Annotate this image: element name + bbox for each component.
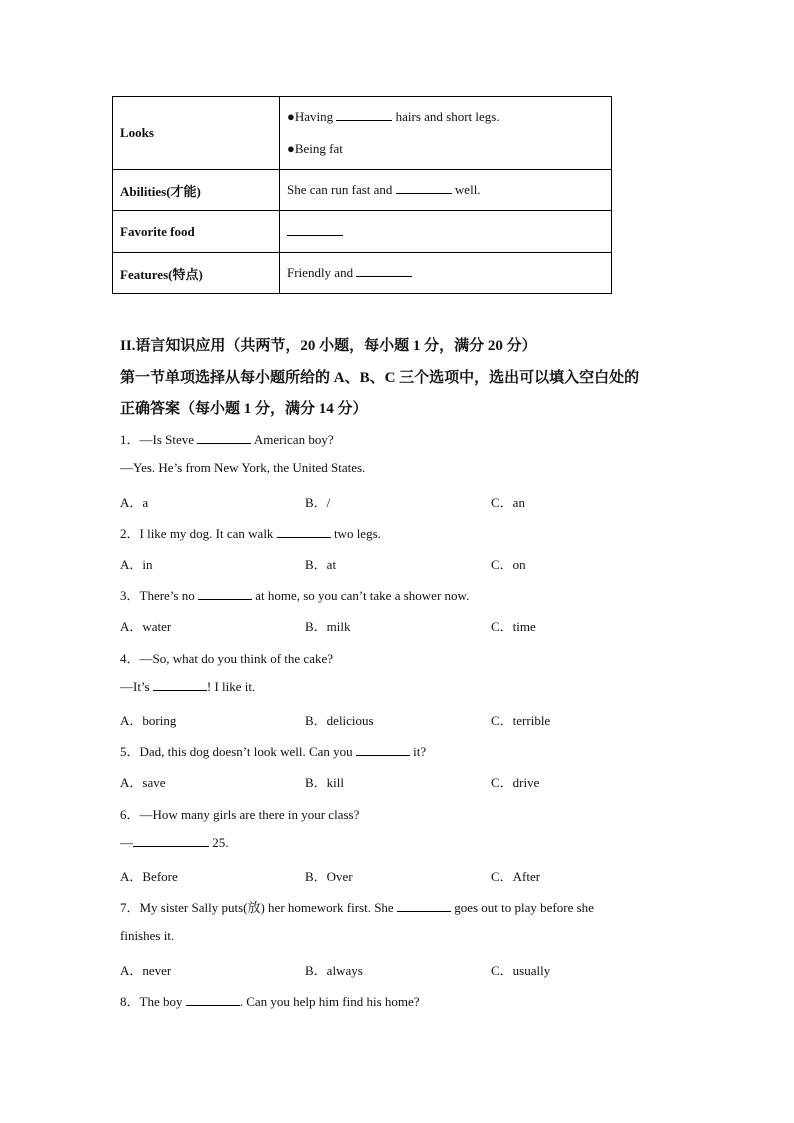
answer-blank[interactable]	[153, 679, 207, 691]
option-b[interactable]: B．kill	[305, 775, 345, 790]
option-a[interactable]: A．water	[120, 619, 172, 634]
option-c[interactable]: C．After	[491, 869, 541, 884]
option-c[interactable]: C．time	[491, 619, 536, 634]
answer-blank[interactable]	[277, 526, 331, 538]
section-title: II.语言知识应用（共两节，20 小题，每小题 1 分，满分 20 分）	[120, 338, 537, 354]
option-a[interactable]: A．in	[120, 557, 153, 572]
option-b[interactable]: B．/	[305, 495, 331, 510]
option-b[interactable]: B．Over	[305, 869, 353, 884]
option-b[interactable]: B．always	[305, 963, 363, 978]
question-1: 1．—Is Steve American boy?	[120, 432, 334, 447]
answer-blank[interactable]	[198, 588, 252, 600]
question-4: 4．—So, what do you think of the cake?	[120, 651, 334, 666]
question-reply: —Yes. He’s from New York, the United States.	[120, 460, 366, 475]
option-c[interactable]: C．terrible	[491, 713, 551, 728]
answer-blank[interactable]	[356, 744, 410, 756]
food-label: Favorite food	[113, 211, 280, 253]
table-row	[113, 97, 612, 170]
option-b[interactable]: B．milk	[305, 619, 351, 634]
option-b[interactable]: B．at	[305, 557, 337, 572]
option-c[interactable]: C．on	[491, 557, 526, 572]
table-row	[113, 170, 612, 211]
info-table	[112, 96, 612, 294]
answer-blank[interactable]	[186, 994, 240, 1006]
question-3: 3．There’s no at home, so you can’t take a shower now.	[120, 588, 470, 603]
abilities-label: Abilities(才能)	[113, 170, 280, 211]
features-label: Features(特点)	[113, 253, 280, 294]
question-reply: —It’s ! I like it.	[120, 679, 256, 694]
question-6: 6．—How many girls are there in your class?	[120, 807, 360, 822]
answer-blank[interactable]	[336, 109, 392, 121]
question-8: 8．The boy . Can you help him find his home?	[120, 994, 420, 1009]
question-reply: — 25.	[120, 835, 229, 850]
food-value	[280, 211, 612, 253]
answer-blank[interactable]	[397, 900, 451, 912]
option-c[interactable]: C．an	[491, 495, 525, 510]
question-continuation: finishes it.	[120, 928, 175, 943]
looks-value: ●Having hairs and short legs. ●Being fat	[280, 97, 612, 170]
table-row	[113, 253, 612, 294]
option-a[interactable]: A．Before	[120, 869, 178, 884]
table-row	[113, 211, 612, 253]
section-instruction: 正确答案（每小题 1 分，满分 14 分）	[120, 401, 368, 417]
section-instruction: 第一节单项选择从每小题所给的 A、B、C 三个选项中，选出可以填入空白处的	[120, 370, 640, 386]
option-b[interactable]: B．delicious	[305, 713, 374, 728]
abilities-value: She can run fast and well.	[280, 170, 612, 211]
option-a[interactable]: A．save	[120, 775, 166, 790]
option-a[interactable]: A．never	[120, 963, 172, 978]
looks-label: Looks	[113, 97, 280, 170]
option-a[interactable]: A．a	[120, 495, 149, 510]
answer-blank[interactable]	[396, 182, 452, 194]
answer-blank[interactable]	[133, 835, 209, 847]
option-c[interactable]: C．usually	[491, 963, 551, 978]
answer-blank[interactable]	[287, 224, 343, 236]
features-value: Friendly and	[280, 253, 612, 294]
answer-blank[interactable]	[197, 432, 251, 444]
answer-blank[interactable]	[356, 265, 412, 277]
question-5: 5．Dad, this dog doesn’t look well. Can you it?	[120, 744, 427, 759]
question-2: 2．I like my dog. It can walk two legs.	[120, 526, 381, 541]
option-c[interactable]: C．drive	[491, 775, 540, 790]
question-7: 7．My sister Sally puts(放) her homework first. She goes out to play before she	[120, 900, 594, 915]
option-a[interactable]: A．boring	[120, 713, 177, 728]
